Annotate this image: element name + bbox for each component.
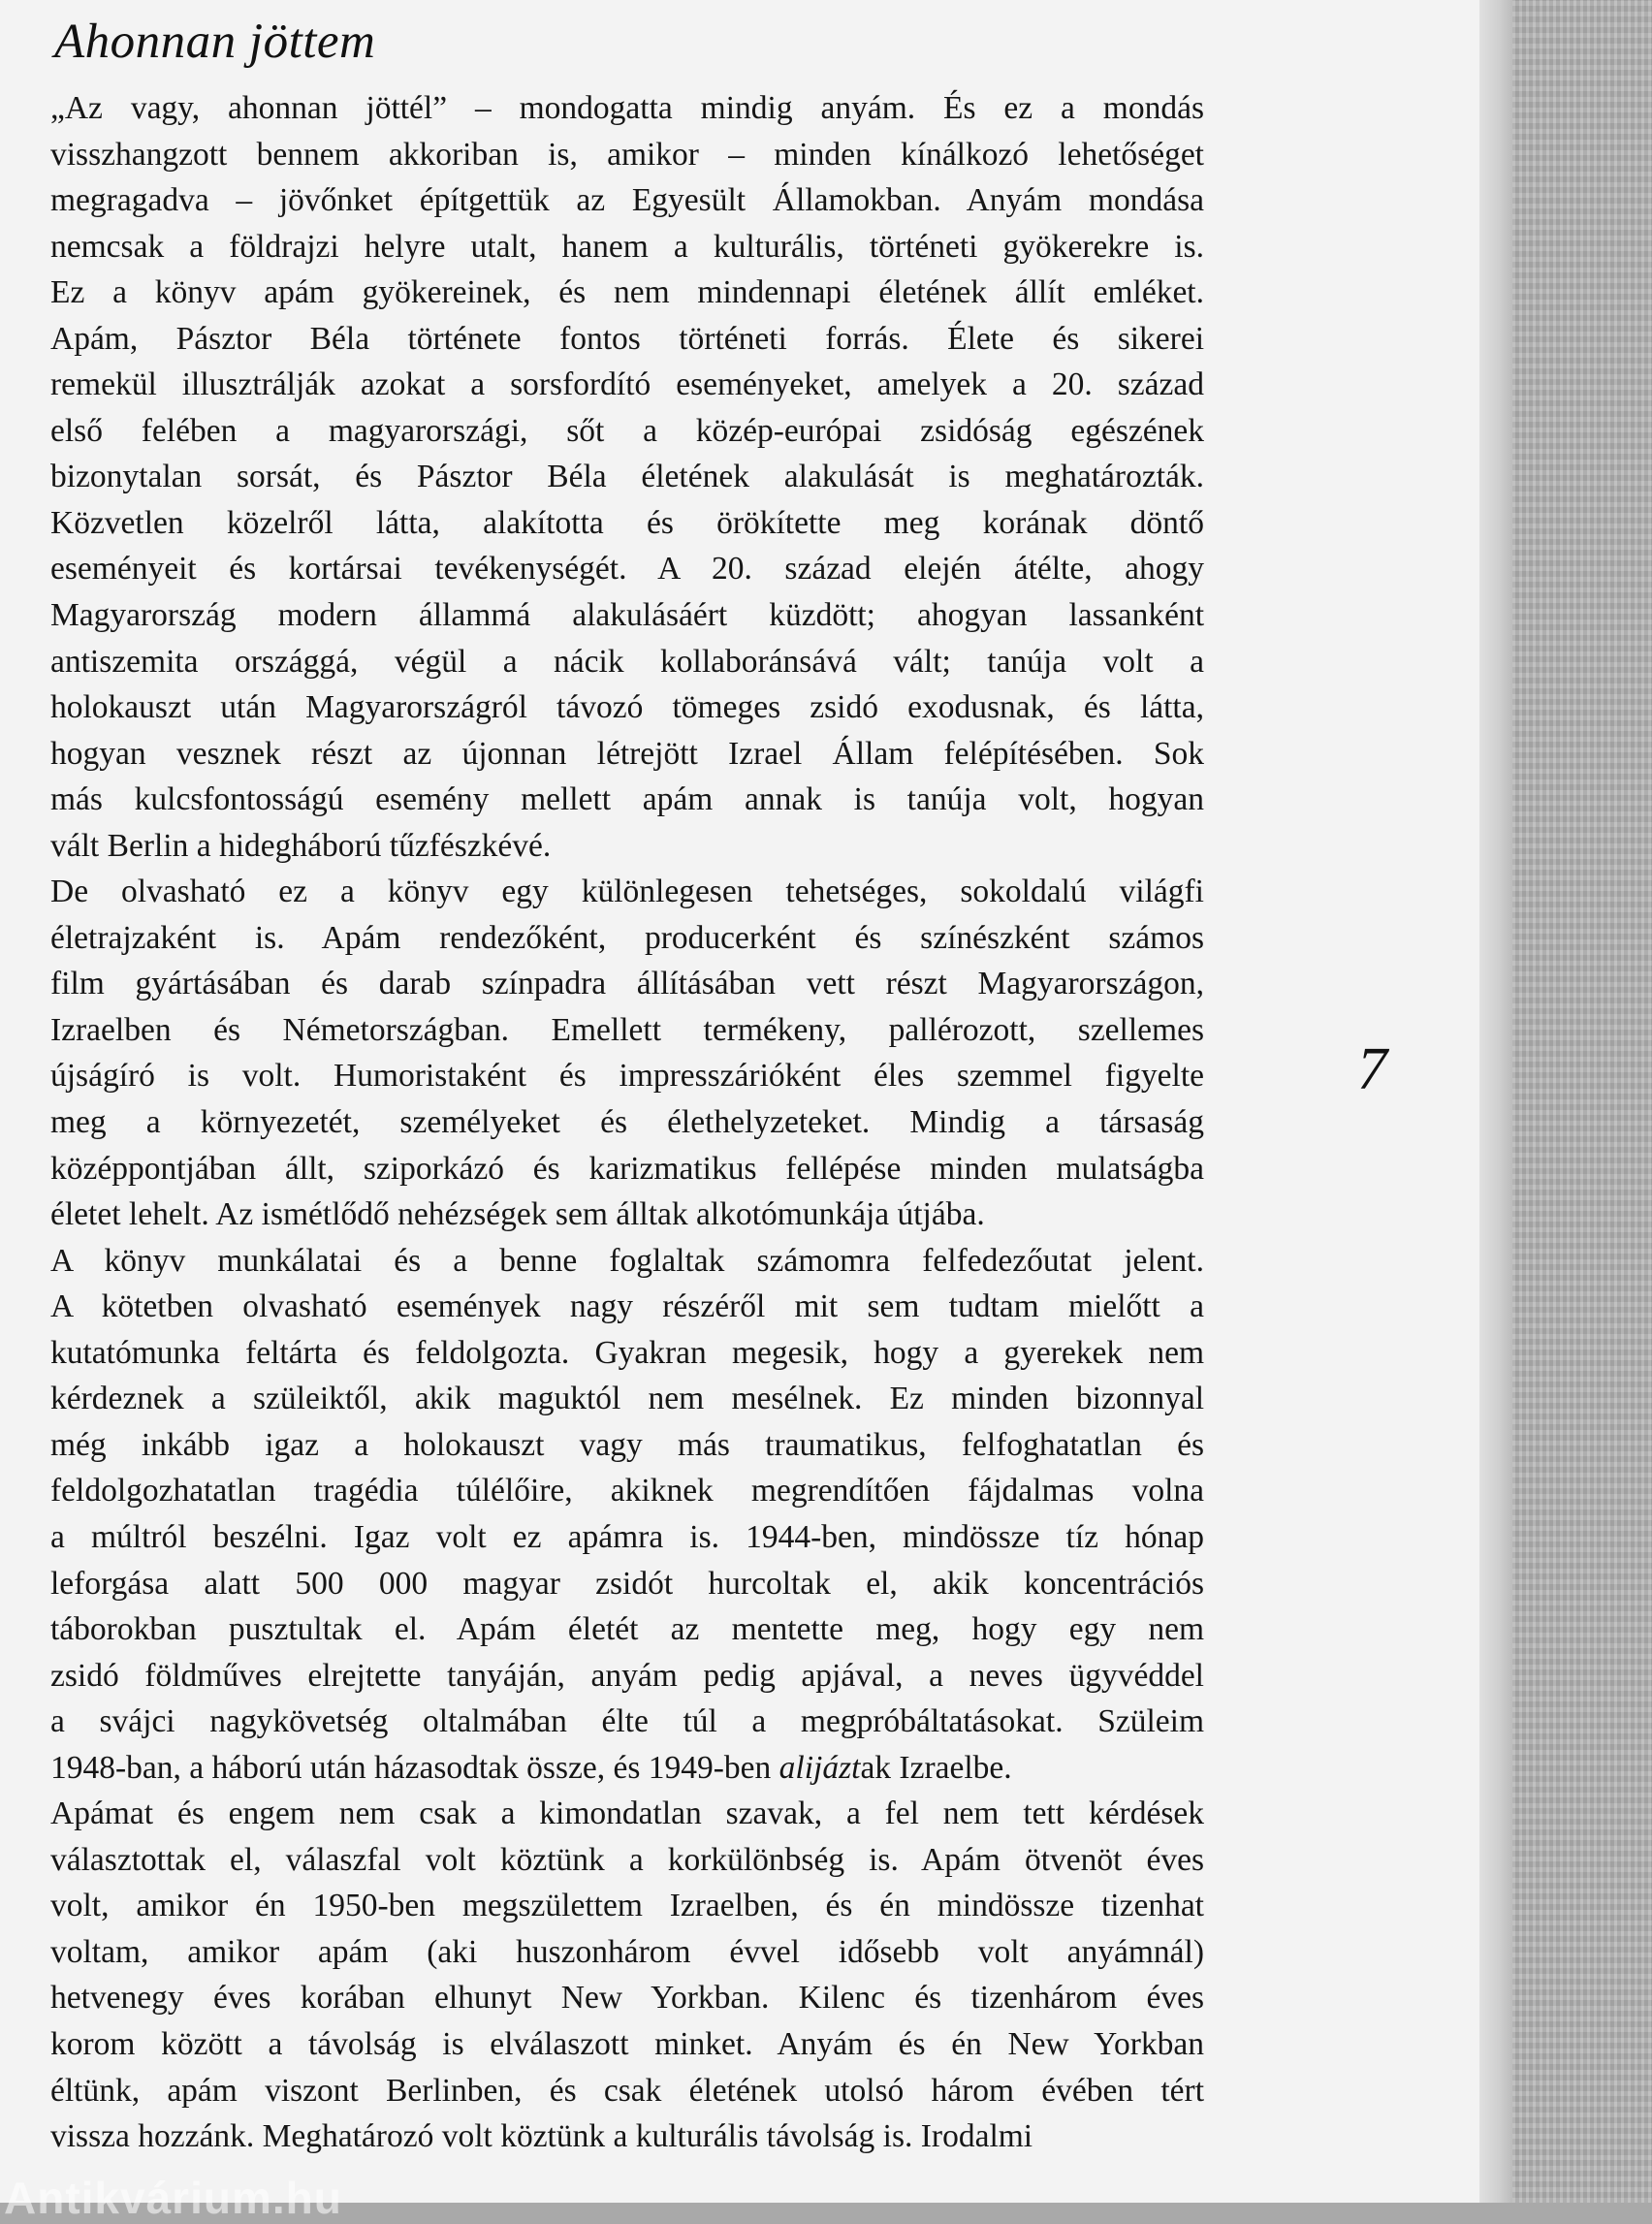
- text-line: táborokban pusztultak el. Apám életét az mentette meg, hogy egy nem: [50, 1611, 1204, 1648]
- text-line: életrajzaként is. Apám rendezőként, producerként és színészként számos: [50, 919, 1204, 956]
- chapter-title: Ahonnan jöttem: [54, 15, 376, 69]
- text-line: még inkább igaz a holokauszt vagy más traumatikus, felfoghatatlan és: [50, 1426, 1204, 1463]
- text-line: középpontjában állt, sziporkázó és karizmatikus fellépése minden mulatságba: [50, 1150, 1204, 1187]
- text-line: A kötetben olvasható események nagy részéről mit sem tudtam mielőtt a: [50, 1288, 1204, 1325]
- text-line: újságíró is volt. Humoristaként és impresszárióként éles szemmel figyelte: [50, 1058, 1204, 1095]
- text-line: A könyv munkálatai és a benne foglaltak számomra felfedezőutat jelent.: [50, 1242, 1204, 1279]
- text-line: kérdeznek a szüleiktől, akik maguktól nem mesélnek. Ez minden bizonnyal: [50, 1381, 1204, 1417]
- text-line: meg a környezetét, személyeket és élethelyzeteket. Mindig a társaság: [50, 1104, 1204, 1141]
- paragraph-3: [50, 1238, 1204, 1792]
- text-line: Apám, Pásztor Béla története fontos történeti forrás. Élete és sikerei: [50, 320, 1204, 357]
- text-line: megragadva – jövőnket építgettük az Egyesült Államokban. Anyám mondása: [50, 182, 1204, 219]
- text-line: éltünk, apám viszont Berlinben, és csak életének utolsó három évében tért: [50, 2072, 1204, 2109]
- text-line: más kulcsfontosságú esemény mellett apám annak is tanúja volt, hogyan: [50, 781, 1204, 818]
- text-line: vissza hozzánk. Meghatározó volt köztünk a kulturális távolság is. Irodalmi: [50, 2118, 1033, 2155]
- text-line-aliyah: 1948-ban, a háború után házasodtak össze, és 1949-ben alijáztak Izraelbe.: [50, 1749, 1012, 1786]
- text-line: volt, amikor én 1950-ben megszülettem Izraelben, és én mindössze tizenhat: [50, 1888, 1204, 1924]
- paragraph-1: [50, 85, 1204, 869]
- text-line: voltam, amikor apám (aki huszonhárom évvel idősebb volt anyámnál): [50, 1933, 1204, 1970]
- text-line: Izraelben és Németországban. Emellett termékeny, pallérozott, szellemes: [50, 1011, 1204, 1048]
- watermark-logo: Antikvárium.hu: [4, 2173, 342, 2223]
- text-line: leforgása alatt 500 000 magyar zsidót hurcoltak el, akik koncentrációs: [50, 1565, 1204, 1602]
- text-line: kutatómunka feltárta és feldolgozta. Gyakran megesik, hogy a gyerekek nem: [50, 1334, 1204, 1371]
- paragraph-2: [50, 869, 1204, 1237]
- text-line: vált Berlin a hidegháború tűzfészkévé.: [50, 827, 552, 864]
- text-line: eseményeit és kortársai tevékenységét. A 20. század elején átélte, ahogy: [50, 551, 1204, 588]
- paragraph-4: [50, 1791, 1204, 2159]
- book-spine-background: [1512, 0, 1652, 2203]
- text-line: film gyártásában és darab színpadra állításában vett részt Magyarországon,: [50, 966, 1204, 1002]
- text-line: nemcsak a földrajzi helyre utalt, hanem a kulturális, történeti gyökerekre is.: [50, 228, 1204, 265]
- page-edge-shadow: [1479, 0, 1512, 2203]
- text-line: választottak el, válaszfal volt köztünk a korkülönbség is. Apám ötvenöt éves: [50, 1841, 1204, 1878]
- text-line: Közvetlen közelről látta, alakította és örökítette meg korának döntő: [50, 504, 1204, 541]
- italic-term: alijázt: [778, 1749, 861, 1786]
- text-line: életet lehelt. Az ismétlődő nehézségek sem álltak alkotómunkája útjába.: [50, 1196, 985, 1233]
- text-line: „Az vagy, ahonnan jöttél” – mondogatta mindig anyám. És ez a mondás: [50, 90, 1204, 126]
- text-line: Ez a könyv apám gyökereinek, és nem mindennapi életének állít emléket.: [50, 274, 1204, 311]
- text-line: zsidó földműves elrejtette tanyáján, anyám pedig apjával, a neves ügyvéddel: [50, 1657, 1204, 1694]
- text-line: antiszemita országgá, végül a nácik kollaboránsává vált; tanúja volt a: [50, 643, 1204, 680]
- body-text: [50, 85, 1204, 2160]
- text-line: első felében a magyarországi, sőt a közép-európai zsidóság egészének: [50, 412, 1204, 449]
- text-line: De olvasható ez a könyv egy különlegesen tehetséges, sokoldalú világfi: [50, 874, 1204, 910]
- text-line: visszhangzott bennem akkoriban is, amikor – minden kínálkozó lehetőséget: [50, 136, 1204, 173]
- text-line: Magyarország modern állammá alakulásáért küzdött; ahogyan lassanként: [50, 597, 1204, 634]
- text-line: korom között a távolság is elválaszott minket. Anyám és én New Yorkban: [50, 2025, 1204, 2062]
- text-line: bizonytalan sorsát, és Pásztor Béla életének alakulását is meghatározták.: [50, 459, 1204, 495]
- text-line: remekül illusztrálják azokat a sorsfordító eseményeket, amelyek a 20. század: [50, 366, 1204, 403]
- page-number: 7: [1357, 1036, 1387, 1102]
- text-line: a múltról beszélni. Igaz volt ez apámra is. 1944-ben, mindössze tíz hónap: [50, 1518, 1204, 1555]
- text-line: hogyan vesznek részt az újonnan létrejött Izrael Állam felépítésében. Sok: [50, 735, 1204, 772]
- text-line: a svájci nagykövetség oltalmában élte túl a megpróbáltatásokat. Szüleim: [50, 1703, 1204, 1740]
- text-line: holokauszt után Magyarországról távozó tömeges zsidó exodusnak, és látta,: [50, 689, 1204, 726]
- text-line: feldolgozhatatlan tragédia túlélőire, akiknek megrendítően fájdalmas volna: [50, 1473, 1204, 1509]
- text-line: Apámat és engem nem csak a kimondatlan szavak, a fel nem tett kérdések: [50, 1795, 1204, 1832]
- text-line: hetvenegy éves korában elhunyt New Yorkban. Kilenc és tizenhárom éves: [50, 1980, 1204, 2017]
